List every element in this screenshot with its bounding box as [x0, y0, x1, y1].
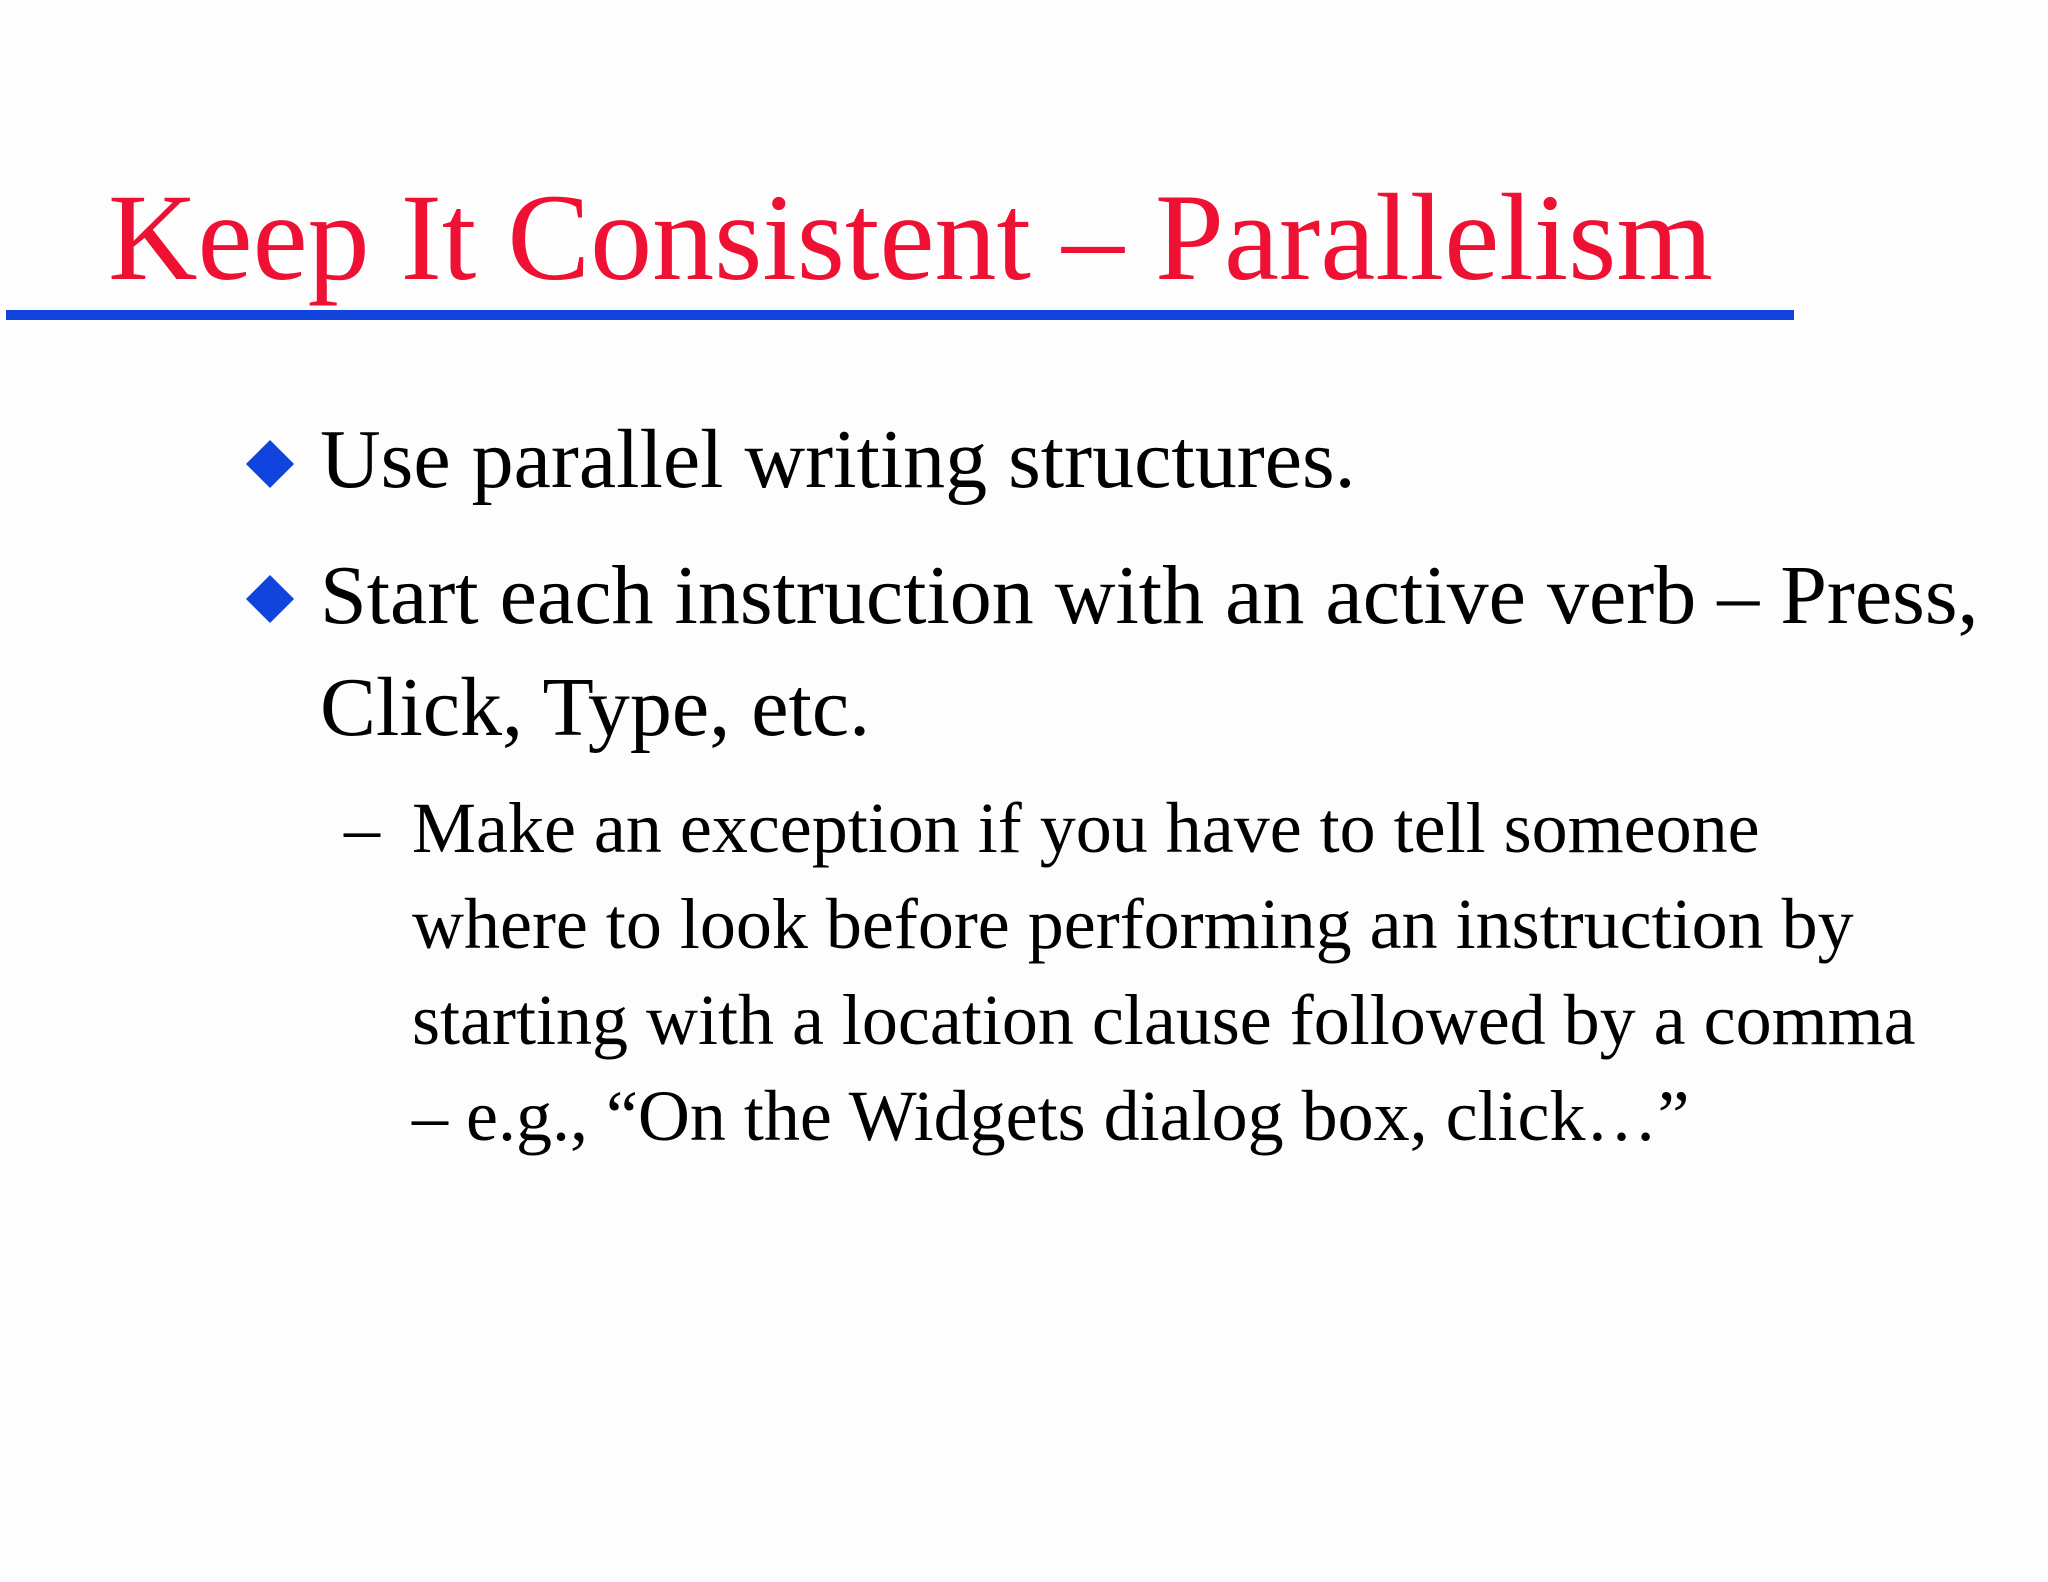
bullet-text: Use parallel writing structures.	[320, 413, 1356, 506]
diamond-icon	[246, 575, 294, 623]
slide-title: Keep It Consistent – Parallelism	[108, 169, 1713, 306]
sub-bullet-dash: –	[344, 788, 380, 868]
title-underline	[6, 310, 1794, 320]
diamond-icon	[246, 440, 294, 488]
sub-bullet-text: Make an exception if you have to tell someone where to look before performing an instruction by starting with a location clause followed by a comma – e.g., “On the Widgets dialog box, click…”	[412, 788, 1916, 1156]
bullet-text: Start each instruction with an active verb – Press, Click, Type, etc.	[320, 549, 1979, 754]
